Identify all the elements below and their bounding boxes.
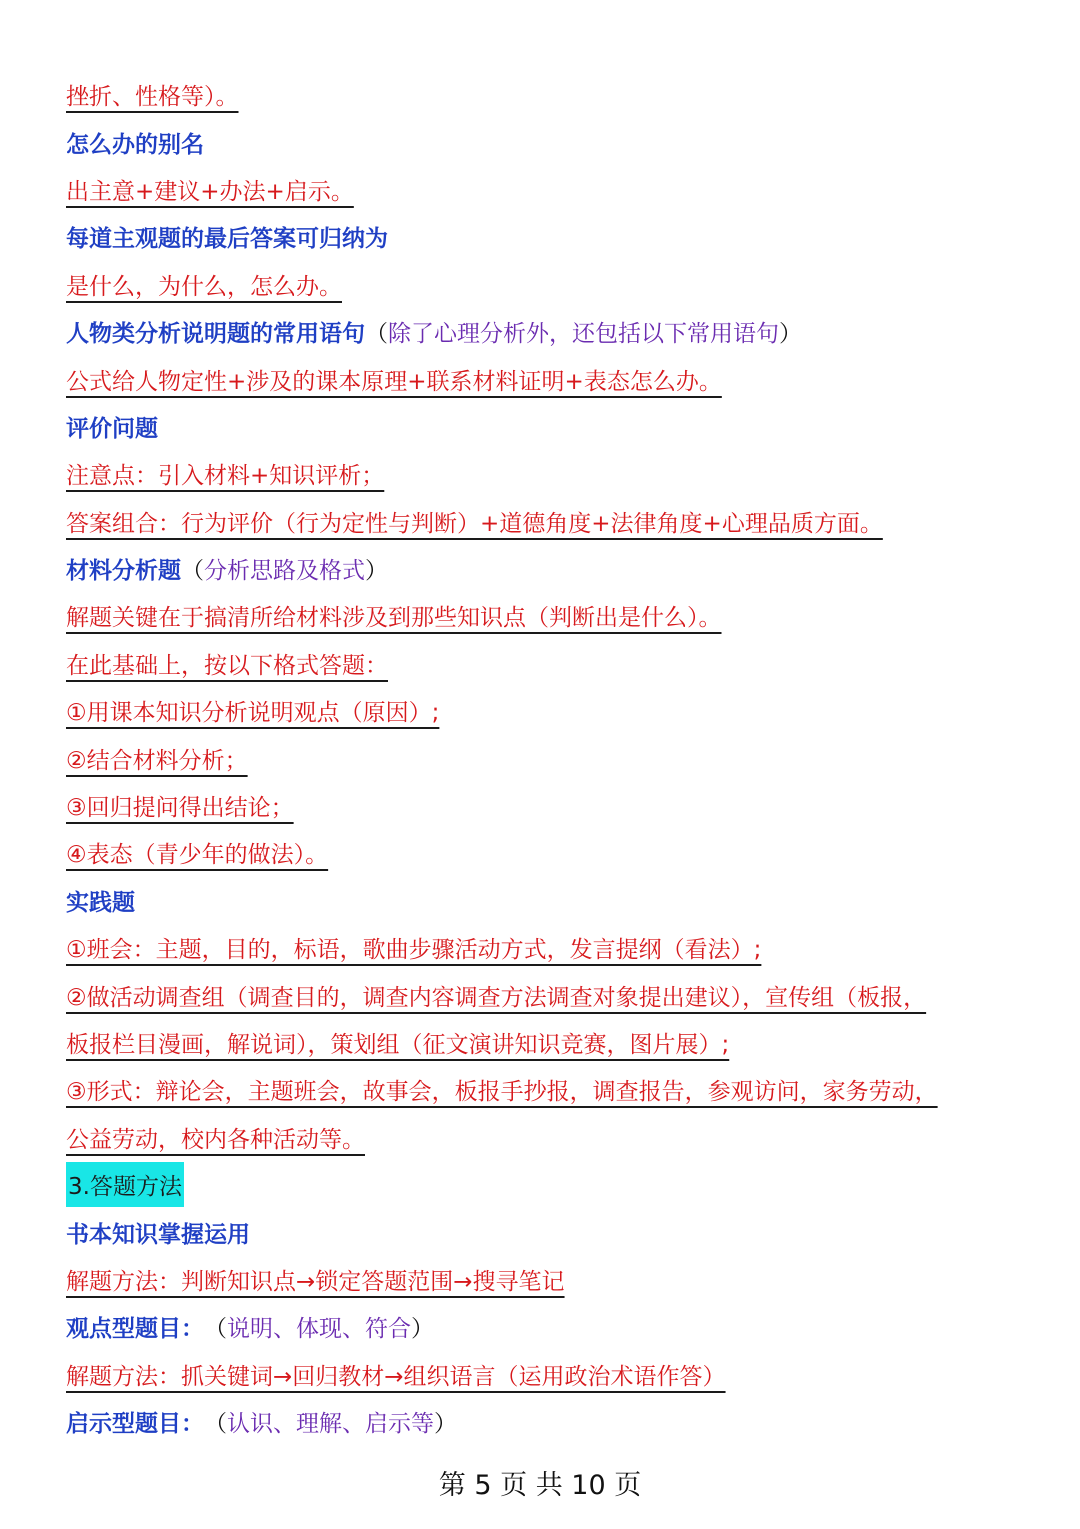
answer-text: ②做活动调查组（调查目的，调查内容调查方法调查对象提出建议），宣传组（板报， [66,984,927,1011]
heading-note: 认识、理解、启示等 [227,1411,434,1438]
answer-text: 是什么，为什么，怎么办。 [66,273,342,300]
answer-text: ①用课本知识分析说明观点（原因）; [66,700,440,727]
answer-text: 公益劳动，校内各种活动等。 [66,1126,365,1153]
heading-text: 人物类分析说明题的常用语句 [66,321,365,348]
answer-line [66,1256,1026,1303]
close-paren: ） [434,1411,457,1438]
question-heading [66,118,1026,165]
answer-line [66,1066,1026,1113]
answer-text: 在此基础上，按以下格式答题： [66,652,388,679]
answer-text: 出主意+建议+办法+启示。 [66,178,354,205]
answer-text: 答案组合：行为评价（行为定性与判断）+道德角度+法律角度+心理品质方面。 [66,510,883,537]
answer-text: ③形式：辩论会，主题班会，故事会，板报手抄报，调查报告，参观访问，家务劳动， [66,1079,938,1106]
heading-text: 启示型题目： [66,1411,204,1438]
answer-text: 注意点：引入材料+知识评析； [66,463,385,490]
question-heading [66,1303,1026,1350]
question-heading [66,545,1026,592]
section-title-text: 3.答题方法 [66,1162,184,1207]
answer-line [66,450,1026,497]
question-heading [66,1398,1026,1445]
close-paren: ） [779,321,802,348]
answer-text: 解题方法：抓关键词→回归教材→组织语言（运用政治术语作答） [66,1363,726,1390]
open-paren: （ [204,1411,227,1438]
heading-text: 材料分析题 [66,558,181,585]
answer-text: 解题关键在于搞清所给材料涉及到那些知识点（判断出是什么）。 [66,605,722,632]
answer-line [66,355,1026,402]
heading-note: 除了心理分析外，还包括以下常用语句 [388,321,779,348]
heading-text: 实践题 [66,889,135,916]
heading-note: 说明、体现、符合 [227,1316,411,1343]
answer-text: 公式给人物定性+涉及的课本原理+联系材料证明+表态怎么办。 [66,368,722,395]
question-heading [66,877,1026,924]
answer-text: ①班会：主题，目的，标语，歌曲步骤活动方式，发言提纲（看法）; [66,937,762,964]
answer-line [66,1019,1026,1066]
heading-text: 评价问题 [66,415,158,442]
close-paren: ） [365,558,388,585]
answer-text: ④表态（青少年的做法）。 [66,842,329,869]
answer-text: 挫折、性格等）。 [66,84,239,111]
answer-line [66,971,1026,1018]
answer-line [66,829,1026,876]
heading-note: 分析思路及格式 [204,558,365,585]
heading-text: 观点型题目： [66,1316,204,1343]
answer-line [66,1351,1026,1398]
answer-line [66,592,1026,639]
close-paren: ） [411,1316,434,1343]
page-content [66,71,1026,1445]
page-footer: 第 5 页 共 10 页 [438,1470,642,1501]
answer-text: 解题方法：判断知识点→锁定答题范围→搜寻笔记 [66,1268,565,1295]
answer-line [66,71,1026,118]
answer-text: 板报栏目漫画，解说词），策划组（征文演讲知识竞赛，图片展）; [66,1032,730,1058]
open-paren: （ [204,1316,227,1343]
heading-text: 每道主观题的最后答案可归纳为 [66,226,388,253]
answer-line [66,687,1026,734]
answer-line [66,498,1026,545]
heading-text: 怎么办的别名 [66,131,204,158]
answer-text: ②结合材料分析； [66,747,248,774]
answer-line [66,734,1026,781]
open-paren: （ [181,558,204,585]
section-title [66,1161,1026,1208]
answer-line [66,1114,1026,1161]
open-paren: （ [365,321,388,348]
answer-line [66,166,1026,213]
question-heading [66,308,1026,355]
answer-line [66,261,1026,308]
question-heading [66,1208,1026,1255]
heading-text: 书本知识掌握运用 [66,1221,250,1248]
answer-line [66,782,1026,829]
answer-text: ③回归提问得出结论； [66,795,294,822]
answer-line [66,924,1026,971]
question-heading [66,213,1026,260]
answer-line [66,640,1026,687]
question-heading [66,403,1026,450]
